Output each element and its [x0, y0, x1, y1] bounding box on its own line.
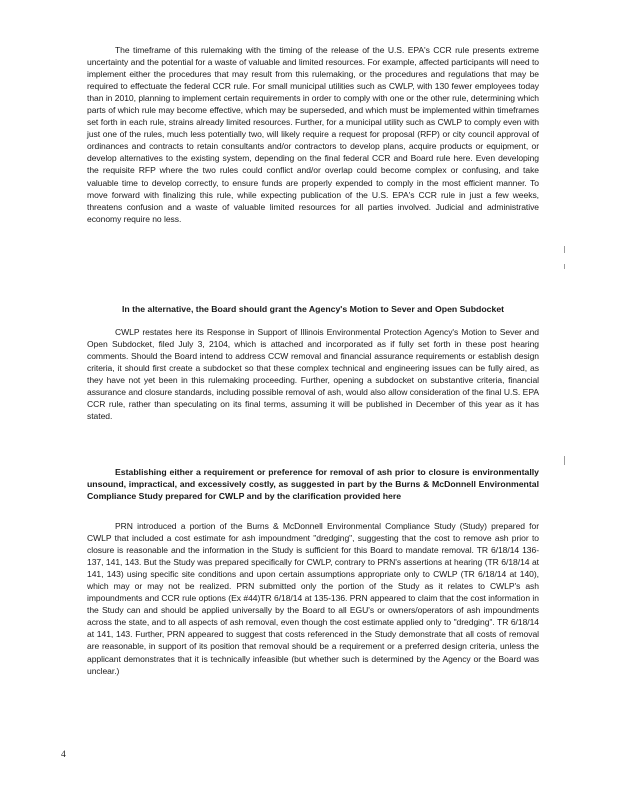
paragraph-study	[87, 520, 539, 677]
margin-mark	[564, 456, 565, 465]
paragraph-timeframe	[87, 44, 539, 225]
paragraph-text: The timeframe of this rulemaking with the timing of the release of the U.S. EPA's CCR rule presents extreme uncertainty and the potential for a waste of valuable and limited resources. For example, affected participants will need to implement either the procedures that may result from this rulemaking, or the procedures and regulations that may be required to effectuate the federal CCR rule. For small municipal utilities such as CWLP, with 130 fewer employees today than in 2010, planning to implement certain requirements in order to comply with one or the other rule, determining which parts of which rule may become effective, which may be superseded, and which must be implemented within timeframes set forth in each rule, strains already limited resources. Further, for a municipal utility such as CWLP to comply even with just one of the rules, much less potentially two, will likely require a request for proposal (RFP) or city council approval of ordinances and contracts to retain consultants and/or contractors to develop plans, acquire products or equipment, or develop alternatives to the existing system, depending on the final federal CCR and Board rule here. Even developing the requisite RFP where the two rules could conflict and/or overlap could become complex or confusing, and take valuable time to develop correctly, to ensure funds are properly expended to comply in the most efficient manner. To move forward with finalizing this rule, while expecting publication of the U.S. EPA's CCR rule in just a few weeks, threatens confusion and a waste of valuable limited resources for all parties involved. Judicial and administrative economy require no less.	[87, 45, 539, 224]
paragraph-text: PRN introduced a portion of the Burns & McDonnell Environmental Compliance Study (Study) prepared for CWLP that included a cost estimate for ash impoundment "dredging", suggesting that the cost to remove ash prior to closure is reasonable and the information in the Study is sufficient for this Board to mandate removal. TR 6/18/14 136-137, 141, 143. But the Study was prepared specifically for CWLP, contrary to PRN's assertions at hearing (TR 6/18/14 at 141, 143) using specific site conditions and upon certain assumptions appropriate only to CWLP (TR 6/18/14 at 140), which may or may not be realized. PRN submitted only the portion of the Study as it relates to CWLP's ash impoundments and CCR rule options (Ex #44)TR 6/18/14 at 135-136. PRN appeared to claim that the cost information in the Study can and should be applied universally by the Board to all EGU's or owners/operators of ash impoundments across the state, and to all aspects of ash removal, even though the cost estimate applied only to "dredging". TR 6/18/14 at 141, 143. Further, PRN appeared to suggest that costs referenced in the Study demonstrate that all costs of removal are reasonable, in support of its position that removal should be a requirement or a preferred design criteria, unless the applicant demonstrates that it is technically infeasible (but whether such is determined by the Agency or the Board was unclear.)	[87, 521, 539, 676]
heading-text: Establishing either a requirement or preference for removal of ash prior to closure is environmentally unsound, impractical, and excessively costly, as suggested in part by the Burns & McDonnell Environmental Compliance Study prepared for CWLP and by the clarification provided here	[87, 467, 539, 501]
paragraph-text: CWLP restates here its Response in Support of Illinois Environmental Protection Agency's Motion to Sever and Open Subdocket, filed July 3, 2104, which is attached and incorporated as if fully set forth in these post hearing comments. Should the Board intend to address CCW removal and financial assurance requirements or establish design criteria, it should first create a subdocket so that these complex technical and engineering issues can be fully aired, as they have not yet been in this rulemaking proceeding. Further, opening a subdocket on substantive criteria, financial assurance and closure standards, including possible removal of ash, would also allow consideration of the final U.S. EPA CCR rule, rather than speculating on its final terms, assuming it will be published in December of this year as it has stated.	[87, 327, 539, 422]
margin-mark	[564, 246, 565, 253]
margin-mark	[564, 264, 565, 269]
paragraph-subdocket	[87, 326, 539, 422]
section-heading-alternative: In the alternative, the Board should grant the Agency's Motion to Sever and Open Subdocket	[121, 304, 505, 314]
section-heading-ash-removal	[87, 466, 539, 502]
page-number: 4	[61, 750, 66, 760]
